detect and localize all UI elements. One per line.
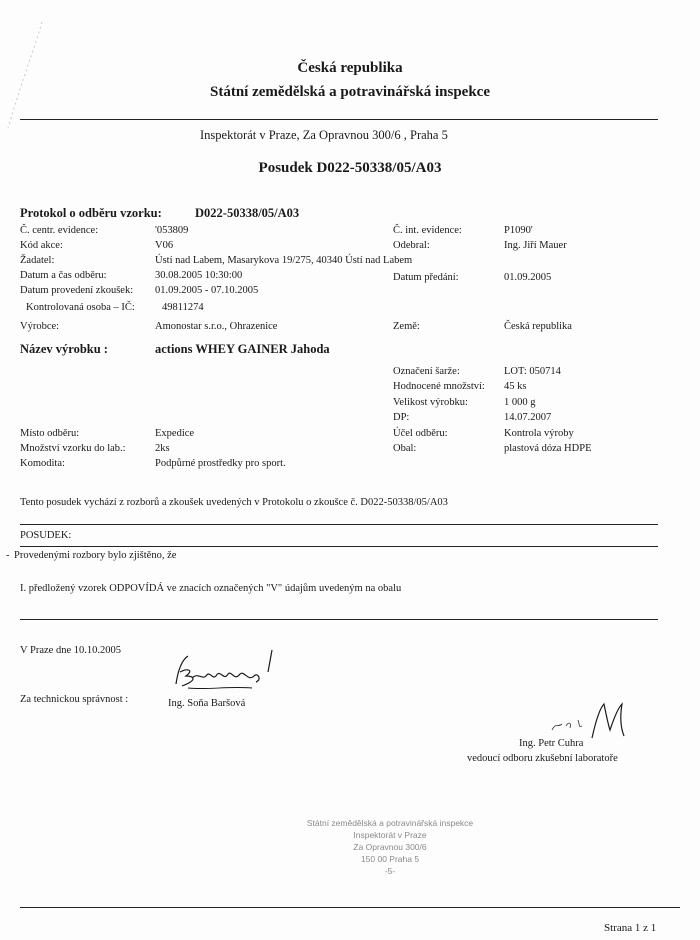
field-value-action-code: V06 bbox=[155, 240, 174, 251]
batch-value-packaging: plastová dóza HDPE bbox=[504, 443, 592, 454]
batch-label-packaging: Obal: bbox=[393, 443, 417, 454]
batch-label-dp: DP: bbox=[393, 412, 410, 423]
report-title: Posudek D022-50338/05/A03 bbox=[258, 160, 442, 176]
field-label-action-code: Kód akce: bbox=[20, 240, 63, 251]
page-number: Strana 1 z 1 bbox=[604, 922, 657, 934]
field-label-collected-by: Odebral: bbox=[393, 240, 430, 251]
product-label: Název výrobku : bbox=[20, 342, 108, 356]
tech-signature bbox=[168, 648, 283, 700]
technical-correctness-label: Za technickou správnost : bbox=[20, 694, 129, 705]
batch-label-purpose: Účel odběru: bbox=[393, 428, 448, 439]
assessment-heading-divider bbox=[20, 546, 658, 547]
head-signature bbox=[548, 700, 638, 742]
field-value-manufacturer: Amonostar s.r.o., Ohrazenice bbox=[155, 321, 278, 332]
place-date: V Praze dne 10.10.2005 bbox=[20, 645, 121, 656]
field-value-inspected-person: 49811274 bbox=[162, 302, 204, 313]
batch-value-dp: 14.07.2007 bbox=[504, 412, 552, 423]
field-value-collected-by: Ing. Jiří Mauer bbox=[504, 240, 567, 251]
batch-value-quantity: 45 ks bbox=[504, 381, 527, 392]
basis-statement: Tento posudek vychází z rozborů a zkoušek uvedených v Protokolu o zkoušce č. D022-50338/05/A03 bbox=[20, 497, 448, 508]
field-value-applicant: Ústí nad Labem, Masarykova 19/275, 40340 Ústí nad Labem bbox=[155, 255, 413, 266]
sampling-value-amount: 2ks bbox=[155, 443, 170, 454]
field-label-internal-evidence: Č. int. evidence: bbox=[393, 225, 462, 236]
field-value-internal-evidence: P1090' bbox=[504, 225, 533, 236]
protocol-number: D022-50338/05/A03 bbox=[195, 206, 300, 220]
assessment-heading: POSUDEK: bbox=[20, 530, 72, 541]
field-label-test-dates: Datum provedení zkoušek: bbox=[20, 285, 134, 296]
head-signatory-title: vedoucí odboru zkušební laboratoře bbox=[467, 753, 618, 764]
batch-label-lot: Označení šarže: bbox=[393, 366, 460, 377]
stamp-line-3: Za Opravnou 300/6 bbox=[353, 842, 427, 852]
sampling-value-place: Expedice bbox=[155, 428, 195, 439]
header-agency: Státní zemědělská a potravinářská inspekce bbox=[209, 84, 490, 100]
header-divider bbox=[20, 119, 658, 120]
field-value-handover-date: 01.09.2005 bbox=[504, 272, 552, 283]
field-value-country: Česká republika bbox=[504, 321, 572, 332]
field-label-country: Země: bbox=[393, 321, 420, 332]
stamp-line-5: -5- bbox=[384, 866, 396, 876]
field-label-handover-date: Datum předání: bbox=[393, 272, 459, 283]
inspectorate-address: Inspektorát v Praze, Za Opravnou 300/6 , Praha 5 bbox=[200, 128, 448, 142]
batch-value-size: 1 000 g bbox=[504, 397, 536, 408]
batch-value-lot: LOT: 050714 bbox=[504, 366, 561, 377]
batch-value-purpose: Kontrola výroby bbox=[504, 428, 574, 439]
field-label-sampling-datetime: Datum a čas odběru: bbox=[20, 270, 107, 281]
batch-label-quantity: Hodnocené množství: bbox=[393, 381, 485, 392]
field-value-sampling-datetime: 30.08.2005 10:30:00 bbox=[155, 270, 243, 281]
sampling-value-commodity: Podpůrné prostředky pro sport. bbox=[155, 458, 286, 469]
batch-label-size: Velikost výrobku: bbox=[393, 397, 468, 408]
footer-divider bbox=[20, 907, 680, 908]
field-value-test-dates: 01.09.2005 - 07.10.2005 bbox=[155, 285, 259, 296]
field-value-central-evidence: '053809 bbox=[155, 225, 189, 236]
sampling-label-commodity: Komodita: bbox=[20, 458, 65, 469]
stamp-line-1: Státní zemědělská a potravinářská inspekce bbox=[306, 818, 474, 828]
bullet-mark: - bbox=[6, 550, 10, 561]
assessment-bottom-divider bbox=[20, 619, 658, 620]
field-label-manufacturer: Výrobce: bbox=[20, 321, 60, 332]
sampling-label-amount: Množství vzorku do lab.: bbox=[20, 443, 126, 454]
tech-signatory-name: Ing. Soňa Baršová bbox=[168, 698, 246, 709]
stamp-line-2: Inspektorát v Praze bbox=[353, 830, 427, 840]
assessment-line-1: Provedenými rozbory bylo zjištěno, že bbox=[14, 550, 177, 561]
sampling-label-place: Místo odběru: bbox=[20, 428, 80, 439]
assessment-top-divider bbox=[20, 524, 658, 525]
field-label-applicant: Žadatel: bbox=[20, 255, 55, 266]
head-signatory-name: Ing. Petr Cuhra bbox=[519, 738, 584, 749]
product-name: actions WHEY GAINER Jahoda bbox=[155, 342, 330, 356]
field-label-inspected-person: Kontrolovaná osoba – IČ: bbox=[26, 302, 135, 313]
assessment-line-2: I. předložený vzorek ODPOVÍDÁ ve znacích označených "V" údajům uvedeným na obalu bbox=[20, 583, 402, 594]
protocol-title: Protokol o odběru vzorku: bbox=[20, 206, 162, 220]
header-country: Česká republika bbox=[297, 60, 403, 76]
stamp-line-4: 150 00 Praha 5 bbox=[360, 854, 420, 864]
field-label-central-evidence: Č. centr. evidence: bbox=[20, 225, 99, 236]
